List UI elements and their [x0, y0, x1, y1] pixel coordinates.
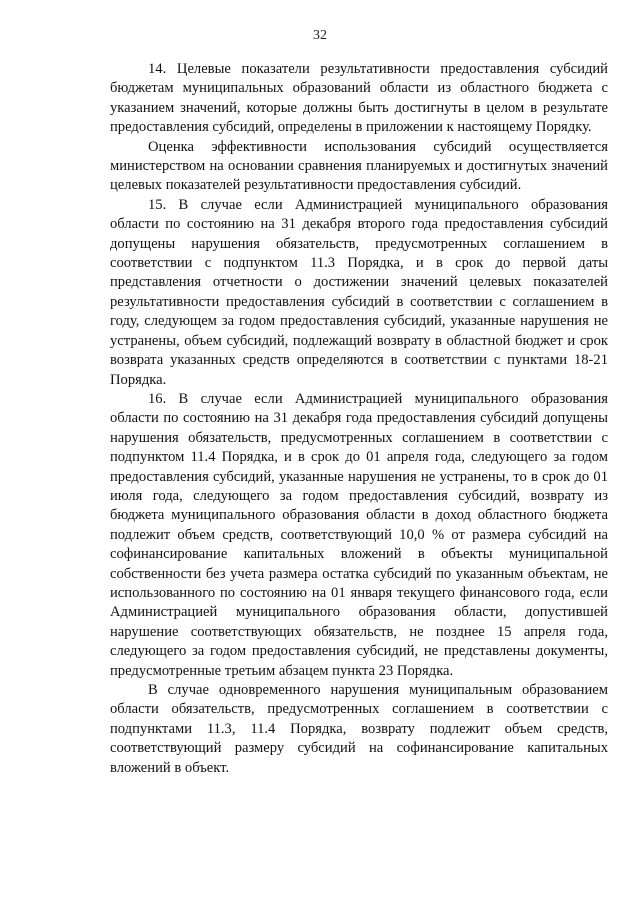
paragraph-evaluation: Оценка эффективности использования субсидий осуществляется министерством на основании сравнения планируемых и достигнутых значений целевых показателей результативности предоставления субсидий. [110, 138, 608, 194]
paragraph-15: 15. В случае если Администрацией муниципального образования области по состоянию на 31 декабря второго года предоставления субсидий допущены нарушения обязательств, предусмотренных соглашением в соответствии с подпунктом 11.3 Порядка, и в срок до первой даты представления отчетности о достижении значений целевых показателей результативности предоставления субсидий в соответствии с соглашением в году, следующем за годом предоставления субсидий, указанные нарушения не устранены, объем субсидий, подлежащий возврату в областной бюджет и срок возврата указанных средств определяются в соответствии с пунктами 18-21 Порядка. [110, 196, 608, 388]
paragraph-simultaneous-violation: В случае одновременного нарушения муниципальным образованием области обязательств, предусмотренных соглашением в соответствии с подпунктами 11.3, 11.4 Порядка, возврату подлежит объем средств, соответствующий размеру субсидий на софинансирование капитальных вложений в объект. [110, 682, 608, 776]
document-body [110, 60, 608, 778]
paragraph-16: 16. В случае если Администрацией муниципального образования области по состоянию на 31 декабря года предоставления субсидий допущены нарушения обязательств, предусмотренных соглашением в соответствии с подпунктом 11.4 Порядка, и в срок до 01 апреля года, следующего за годом предоставления субсидий, указанные нарушения не устранены, то в срок до 01 июля года, следующего за годом предоставления субсидий, возврату из бюджета муниципального образования области в доход областного бюджета подлежит объем средств, соответствующий 10,0 % от размера субсидий на софинансирование капитальных вложений в объекты муниципальной собственности без учета размера остатка субсидий по указанным объектам, не использованного по состоянию на 01 января текущего финансового года, если Администрацией муниципального образования области, допустившей нарушение соответствующих обязательств, не позднее 15 апреля года, следующего за годом предоставления субсидий, не представлены документы, предусмотренные третьим абзацем пункта 23 Порядка. [110, 390, 608, 679]
page-number: 32 [313, 28, 327, 43]
paragraph-14: 14. Целевые показатели результативности предоставления субсидий бюджетам муниципальных образований области из областного бюджета с указанием значений, которые должны быть достигнуты в целом в результате предоставления субсидий, определены в приложении к настоящему Порядку. [110, 61, 608, 136]
